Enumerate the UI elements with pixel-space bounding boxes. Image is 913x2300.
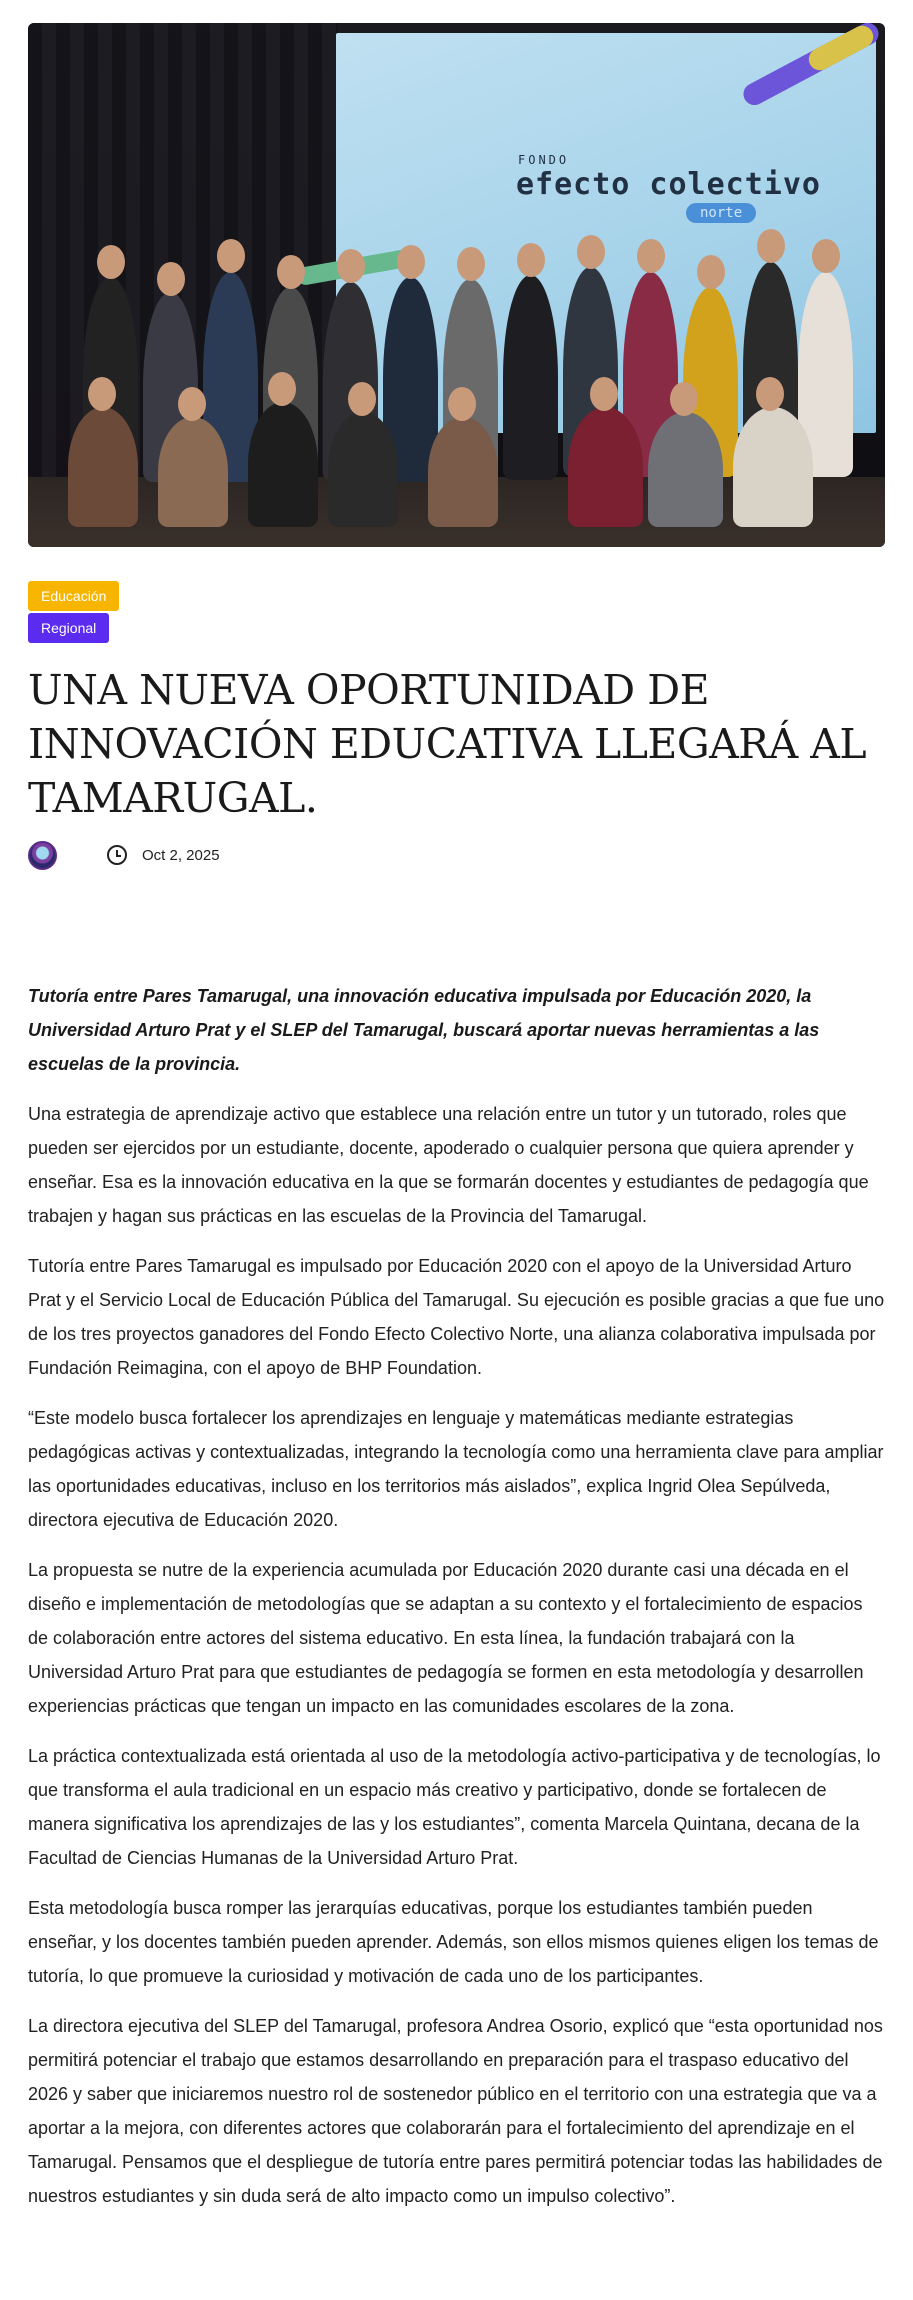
tag-educacion[interactable]: Educación	[28, 581, 119, 611]
person-head	[697, 255, 725, 289]
person-head	[812, 239, 840, 273]
person	[733, 407, 813, 527]
article-paragraph: La directora ejecutiva del SLEP del Tamarugal, profesora Andrea Osorio, explicó que “esta oportunidad nos permitirá potenciar el trabajo que estamos desarrollando en preparación para el traspaso educativo del 2026 y saber que iniciaremos nuestro rol de sostenedor público en el territorio con una estrategia que va a aportar a la mejora, con diferentes actores que colaborarán para el fortalecimiento del aprendizaje en el Tamarugal. Pensamos que el despliegue de tutoría entre pares permitirá potenciar todas las habilidades de nuestros estudiantes y sin duda será de alto impacto como un impulso colectivo”.	[28, 2016, 883, 2206]
person-head	[277, 255, 305, 289]
person-head	[217, 239, 245, 273]
person	[328, 412, 398, 527]
article-paragraph: La práctica contextualizada está orientada al uso de la metodología activo-participativa y de tecnologías, lo que transforma el aula tradicional en un espacio más creativo y participativo, donde se fortalecen de manera significativa los aprendizajes de las y los estudiantes”, comenta Marcela Quintana, decana de la Facultad de Ciencias Humanas de la Universidad Arturo Prat.	[28, 1746, 881, 1868]
hero-image	[28, 23, 885, 547]
person-head	[457, 247, 485, 281]
person-head	[757, 229, 785, 263]
article-lead: Tutoría entre Pares Tamarugal, una innovación educativa impulsada por Educación 2020, la Universidad Arturo Prat y el SLEP del Tamarugal, buscará aportar nuevas herramientas a las escuelas de la provincia.	[28, 986, 820, 1074]
person	[568, 407, 643, 527]
person-head	[268, 372, 296, 406]
publish-date: Oct 2, 2025	[142, 846, 220, 864]
fondo-efecto-colectivo-logo: FONDO efecto colectivo norte	[516, 153, 821, 221]
person	[68, 407, 138, 527]
person	[428, 417, 498, 527]
person	[503, 275, 558, 480]
clock-icon	[107, 845, 127, 865]
article-meta	[28, 839, 885, 871]
article-body	[28, 979, 885, 2213]
person-head	[517, 243, 545, 277]
person-head	[590, 377, 618, 411]
person-head	[397, 245, 425, 279]
person	[648, 412, 723, 527]
article-paragraph: Tutoría entre Pares Tamarugal es impulsado por Educación 2020 con el apoyo de la Universidad Arturo Prat y el Servicio Local de Educación Pública del Tamarugal. Su ejecución es posible gracias a que fue uno de los tres proyectos ganadores del Fondo Efecto Colectivo Norte, una alianza colaborativa impulsada por Fundación Reimagina, con el apoyo de BHP Foundation.	[28, 1256, 885, 1378]
person-head	[448, 387, 476, 421]
person-head	[157, 262, 185, 296]
person-head	[577, 235, 605, 269]
screen-stripe	[805, 23, 877, 74]
category-tags	[28, 581, 885, 643]
person-head	[637, 239, 665, 273]
person-head	[178, 387, 206, 421]
group-of-people	[28, 217, 885, 547]
author-avatar[interactable]	[28, 841, 57, 870]
tag-regional[interactable]: Regional	[28, 613, 109, 643]
person-head	[670, 382, 698, 416]
person-head	[756, 377, 784, 411]
person-head	[88, 377, 116, 411]
person	[158, 417, 228, 527]
person-head	[348, 382, 376, 416]
article-paragraph: “Este modelo busca fortalecer los aprendizajes en lenguaje y matemáticas mediante estrategias pedagógicas activas y contextualizadas, integrando la tecnología como una herramienta clave para ampliar las oportunidades educativas, incluso en los territorios más aislados”, explica Ingrid Olea Sepúlveda, directora ejecutiva de Educación 2020.	[28, 1408, 884, 1530]
article-paragraph: La propuesta se nutre de la experiencia acumulada por Educación 2020 durante casi una década en el diseño e implementación de metodologías que se adaptan a su contexto y el fortalecimiento de espacios de colaboración entre actores del sistema educativo. En esta línea, la fundación trabajará con la Universidad Arturo Prat para que estudiantes de pedagogía se formen en esta metodología y desarrollen experiencias prácticas que tengan un impacto en las comunidades escolares de la zona.	[28, 1560, 864, 1716]
person-head	[97, 245, 125, 279]
article-paragraph: Esta metodología busca romper las jerarquías educativas, porque los estudiantes también pueden enseñar, y los docentes también pueden aprender. Además, son ellos mismos quienes eligen los temas de tutoría, lo que promueve la curiosidad y motivación de cada uno de los participantes.	[28, 1898, 879, 1986]
article-title: UNA NUEVA OPORTUNIDAD DE INNOVACIÓN EDUCATIVA LLEGARÁ AL TAMARUGAL.	[28, 666, 867, 822]
person	[248, 402, 318, 527]
person-head	[337, 249, 365, 283]
article-paragraph: Una estrategia de aprendizaje activo que establece una relación entre un tutor y un tutorado, roles que pueden ser ejercidos por un estudiante, docente, apoderado o cualquier persona que quiera aprender y enseñar. Esa es la innovación educativa en la que se formarán docentes y estudiantes de pedagogía que trabajen y hagan sus prácticas en las escuelas de la Provincia del Tamarugal.	[28, 1104, 869, 1226]
